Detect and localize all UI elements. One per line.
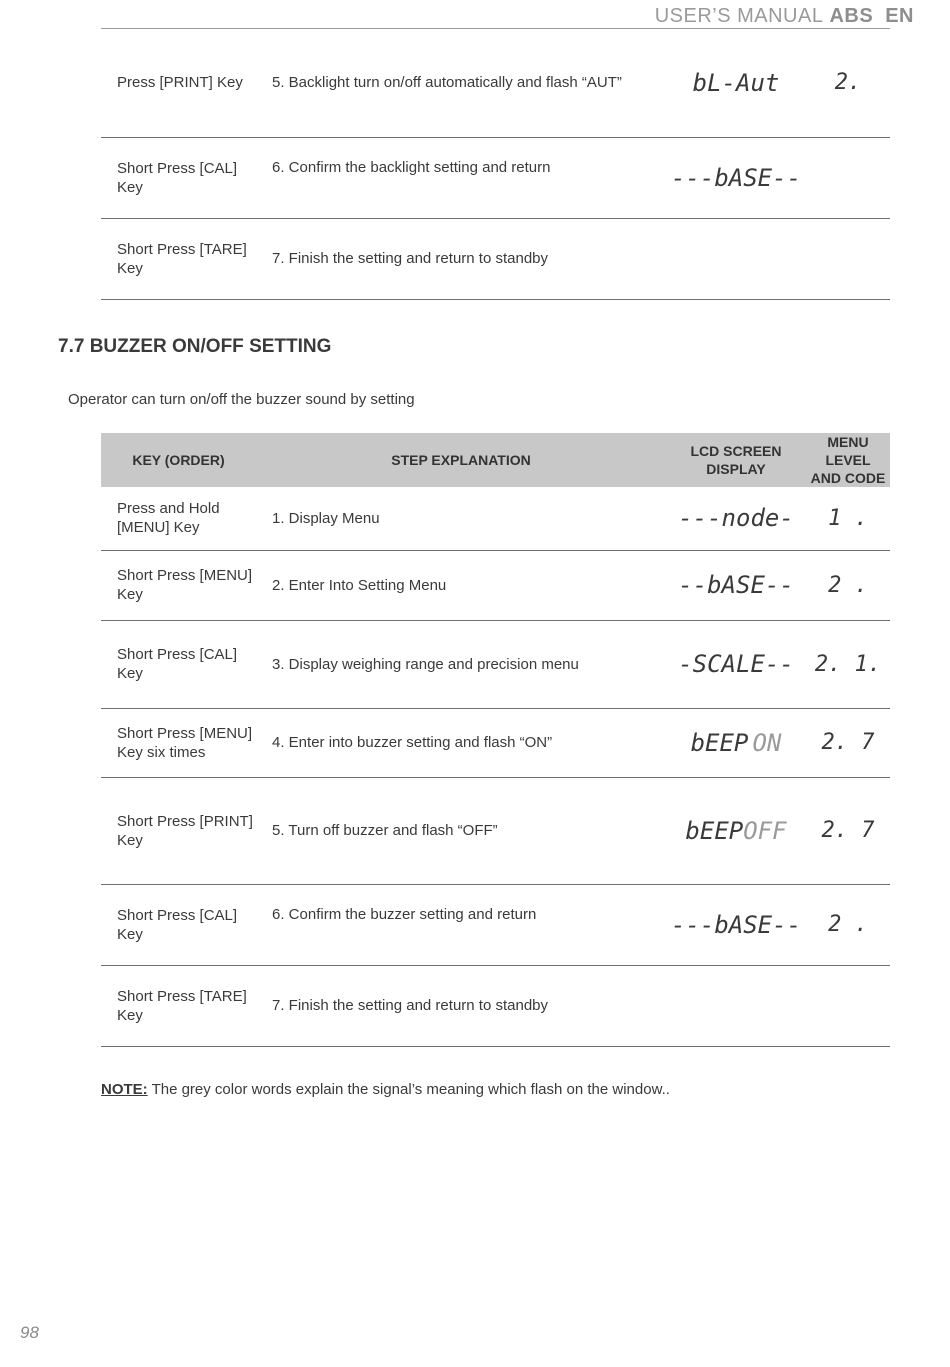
menu-code-cell xyxy=(806,487,890,550)
menu-code-text: 2. 7 xyxy=(821,730,875,755)
key-cell: Short Press [PRINT] Key xyxy=(101,777,256,884)
header-lcd-display xyxy=(666,433,806,487)
key-cell: Short Press [CAL] Key xyxy=(101,884,256,965)
lcd-display-cell xyxy=(666,550,806,620)
lcd-display-text: -SCALE-- xyxy=(678,650,794,678)
menu-code-cell xyxy=(806,777,890,884)
step-cell: 3. Display weighing range and precision menu xyxy=(256,620,666,708)
header-menu-line2: AND CODE xyxy=(810,470,886,486)
key-cell: Short Press [CAL] Key xyxy=(101,137,256,218)
lcd-flash-text: OFF xyxy=(743,816,787,845)
table-row xyxy=(101,965,890,1046)
key-cell: Short Press [MENU] Key xyxy=(101,550,256,620)
lcd-display-cell xyxy=(666,137,806,218)
header-step-explanation: STEP EXPLANATION xyxy=(256,433,666,487)
menu-code-text: 2. 1. xyxy=(814,651,882,677)
menu-code-cell xyxy=(806,218,890,299)
lcd-display-text: bEEP xyxy=(690,728,749,757)
key-cell: Short Press [MENU] Key six times xyxy=(101,708,256,777)
lcd-display-cell xyxy=(666,487,806,550)
step-cell: 2. Enter Into Setting Menu xyxy=(256,550,666,620)
lcd-display-cell xyxy=(666,965,806,1046)
header-key-order: KEY (ORDER) xyxy=(101,433,256,487)
table-row xyxy=(101,620,890,708)
step-cell: 7. Finish the setting and return to standby xyxy=(256,965,666,1046)
lcd-display-cell xyxy=(666,218,806,299)
key-cell: Short Press [CAL] Key xyxy=(101,620,256,708)
note-label: NOTE: xyxy=(101,1081,148,1098)
step-cell: 6. Confirm the buzzer setting and return xyxy=(256,884,666,965)
step-cell: 7. Finish the setting and return to standby xyxy=(256,218,666,299)
section-intro: Operator can turn on/off the buzzer sound by setting xyxy=(68,391,415,408)
lcd-display-text: bL-Aut xyxy=(692,68,780,97)
step-cell: 5. Turn off buzzer and flash “OFF” xyxy=(256,777,666,884)
page-number: 98 xyxy=(20,1323,39,1342)
table-row xyxy=(101,777,890,884)
page-header xyxy=(0,0,950,30)
lcd-display-cell xyxy=(666,777,806,884)
note-text: The grey color words explain the signal’s meaning which flash on the window.. xyxy=(147,1081,670,1098)
key-cell: Press and Hold [MENU] Key xyxy=(101,487,256,550)
lcd-display-cell xyxy=(666,29,806,137)
menu-code-cell xyxy=(806,965,890,1046)
header-lcd-line2: DISPLAY xyxy=(706,461,766,477)
header-menu-level xyxy=(806,433,890,487)
menu-code-cell xyxy=(806,550,890,620)
menu-code-cell xyxy=(806,137,890,218)
menu-code-text: 2. 7 xyxy=(821,818,875,843)
header-title xyxy=(655,5,914,28)
menu-code-text: 1 . xyxy=(828,505,868,531)
lcd-display-cell xyxy=(666,884,806,965)
key-cell: Short Press [TARE] Key xyxy=(101,965,256,1046)
table-row xyxy=(101,708,890,777)
table-row xyxy=(101,137,890,218)
step-cell: 6. Confirm the backlight setting and return xyxy=(256,137,666,218)
table-row xyxy=(101,487,890,550)
lcd-display-cell xyxy=(666,708,806,777)
menu-code-cell xyxy=(806,620,890,708)
header-brand: ABS xyxy=(829,5,874,27)
key-cell: Short Press [TARE] Key xyxy=(101,218,256,299)
lcd-display-cell xyxy=(666,620,806,708)
menu-code-text: 2 . xyxy=(828,572,868,598)
header-menu-line1: MENU LEVEL xyxy=(825,434,871,468)
lcd-display-text: ---bASE-- xyxy=(670,163,802,192)
backlight-steps-table xyxy=(101,29,890,300)
footnote xyxy=(101,1081,670,1098)
menu-code-text: 2 . xyxy=(828,912,868,937)
section-title: 7.7 BUZZER ON/OFF SETTING xyxy=(58,336,332,357)
header-lcd-line1: LCD SCREEN xyxy=(690,443,782,459)
lcd-display-text: bEEP xyxy=(685,816,744,845)
menu-code-cell xyxy=(806,708,890,777)
step-cell: 4. Enter into buzzer setting and flash “ON” xyxy=(256,708,666,777)
menu-code-text: 2. xyxy=(834,70,862,96)
header-language: EN xyxy=(885,5,914,27)
table-header-row xyxy=(101,433,890,487)
menu-code-cell xyxy=(806,884,890,965)
step-cell: 1. Display Menu xyxy=(256,487,666,550)
menu-code-cell xyxy=(806,29,890,137)
table-row xyxy=(101,550,890,620)
lcd-display-text: ---node- xyxy=(678,504,794,533)
table-row xyxy=(101,218,890,299)
header-manual-label: USER’S MANUAL xyxy=(654,5,824,27)
buzzer-steps-table xyxy=(101,433,890,1047)
lcd-display-text: --bASE-- xyxy=(678,571,794,599)
key-cell: Press [PRINT] Key xyxy=(101,29,256,137)
step-cell: 5. Backlight turn on/off automatically and flash “AUT” xyxy=(256,29,666,137)
table-row xyxy=(101,884,890,965)
lcd-flash-text: ON xyxy=(752,728,782,757)
table-row xyxy=(101,29,890,137)
lcd-display-text: ---bASE-- xyxy=(670,910,802,939)
